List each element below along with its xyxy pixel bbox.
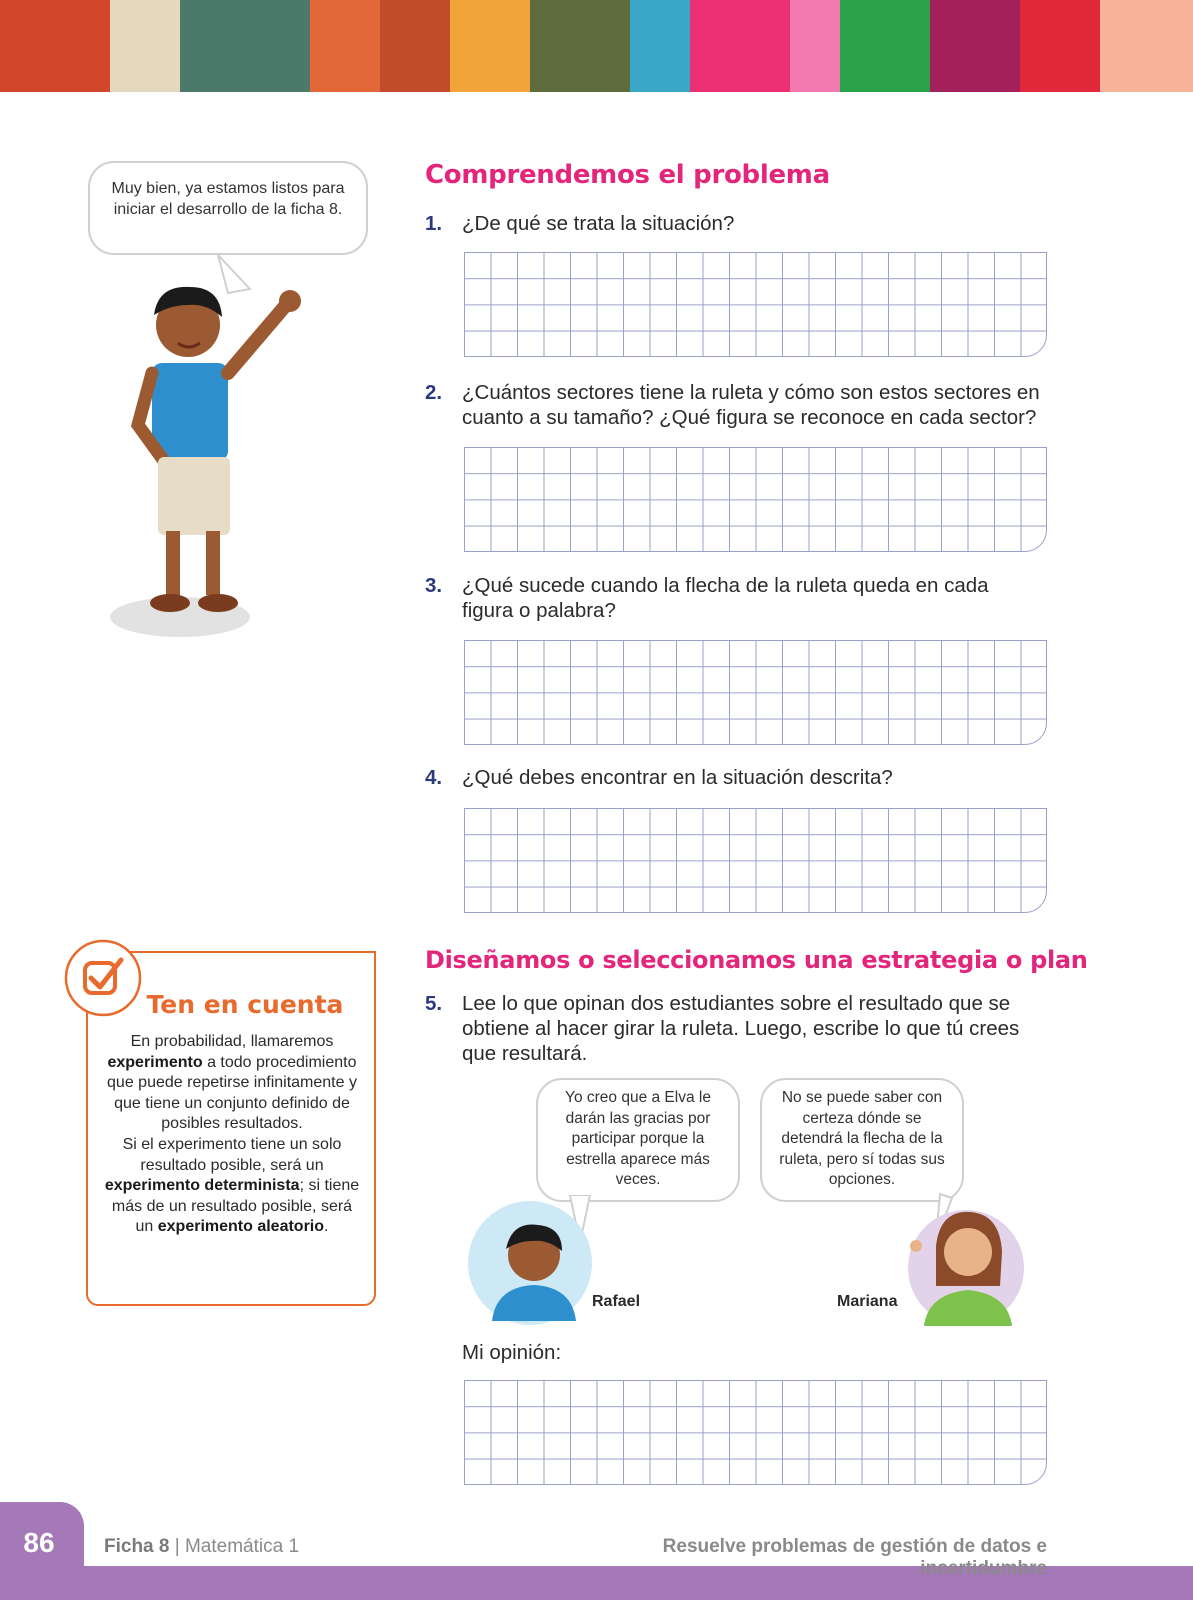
rafael-quote: Yo creo que a Elva le darán las gracias por participar porque la estrella aparece más veces. [565,1089,711,1188]
banner-stripe [450,0,530,92]
question-number: 4. [425,766,443,789]
footer-competence: Resuelve problemas de gestión de datos e incertidumbre [662,1536,1047,1579]
tip-title: Ten en cuenta [146,990,344,1019]
tip-text: a todo procedimiento que puede repetirse infinitamente y que tiene un conjunto definido de posibles resultados. [107,1053,357,1133]
question-text: ¿Cuántos sectores tiene la ruleta y cómo son estos sectores en cuanto a su tamaño? ¿Qué figura se reconoce en cada sector? [462,381,1040,429]
banner-stripe [930,0,1020,92]
tip-text: . [324,1218,329,1236]
section-title-disenamos: Diseñamos o seleccionamos una estrategia o plan [425,946,1088,974]
tip-term-experimento: experimento [107,1053,203,1071]
answer-grid-opinion[interactable] [464,1380,1047,1485]
banner-stripe [840,0,930,92]
tip-text: Si el experimento tiene un solo resultado posible, será un [122,1135,342,1174]
footer-ficha-label: Ficha 8 [104,1536,170,1557]
my-opinion-text: Mi opinión: [462,1341,562,1364]
banner-stripe [1020,0,1100,92]
boy-illustration [100,245,360,665]
banner-stripe [310,0,380,92]
answer-grid-1[interactable] [464,252,1047,357]
intro-speech-text: Muy bien, ya estamos listos para iniciar el desarrollo de la ficha 8. [111,180,345,218]
footer-subject: Matemática 1 [184,1536,300,1557]
question-number: 1. [425,212,443,235]
banner-stripe [530,0,630,92]
textile-banner [0,0,1193,92]
section-title-comprendemos: Comprendemos el problema [425,160,830,190]
my-opinion-label [425,1340,1045,1365]
footer-ficha [104,1536,299,1558]
footer-separator: | [169,1536,185,1557]
question-number: 2. [425,381,443,404]
question-2 [425,380,1045,430]
mariana-quote: No se puede saber con certeza dónde se detendrá la flecha de la ruleta, pero sí todas sus opciones. [779,1089,945,1188]
question-text: Lee lo que opinan dos estudiantes sobre el resultado que se obtiene al hacer girar la ruleta. Luego, escribe lo que tú crees que resultará. [462,992,1020,1065]
question-4 [425,765,1045,790]
question-text: ¿De qué se trata la situación? [462,212,735,235]
question-3 [425,573,1045,623]
banner-stripe [790,0,840,92]
mariana-speech-bubble [760,1078,964,1202]
rafael-speech-bubble [536,1078,740,1202]
tip-text: En probabilidad, llamaremos [130,1033,334,1050]
tip-text: ; si tiene más de un resultado posible, será un [111,1177,360,1236]
banner-stripe [1100,0,1193,92]
banner-stripe [630,0,690,92]
banner-stripe [380,0,450,92]
question-number: 5. [425,992,443,1015]
answer-grid-4[interactable] [464,808,1047,913]
mariana-name: Mariana [837,1293,898,1310]
banner-stripe [690,0,790,92]
answer-grid-2[interactable] [464,447,1047,552]
tip-term-determinista: experimento determinista [104,1177,300,1195]
checklist-icon [63,938,143,1018]
question-1 [425,211,1045,236]
intro-speech-bubble [88,161,368,255]
banner-stripe [0,0,110,92]
page-number: 86 [23,1527,55,1558]
mariana-avatar [896,1190,1036,1330]
question-text: ¿Qué debes encontrar en la situación descrita? [462,766,893,789]
question-5 [425,991,1045,1066]
banner-stripe [110,0,180,92]
rafael-name: Rafael [592,1293,641,1310]
tip-term-aleatorio: experimento aleatorio [157,1218,325,1236]
question-text: ¿Qué sucede cuando la flecha de la ruleta queda en cada figura o palabra? [462,574,989,622]
answer-grid-3[interactable] [464,640,1047,745]
banner-stripe [180,0,310,92]
question-number: 3. [425,574,443,597]
tip-body [104,1032,360,1238]
rafael-avatar [462,1195,602,1325]
